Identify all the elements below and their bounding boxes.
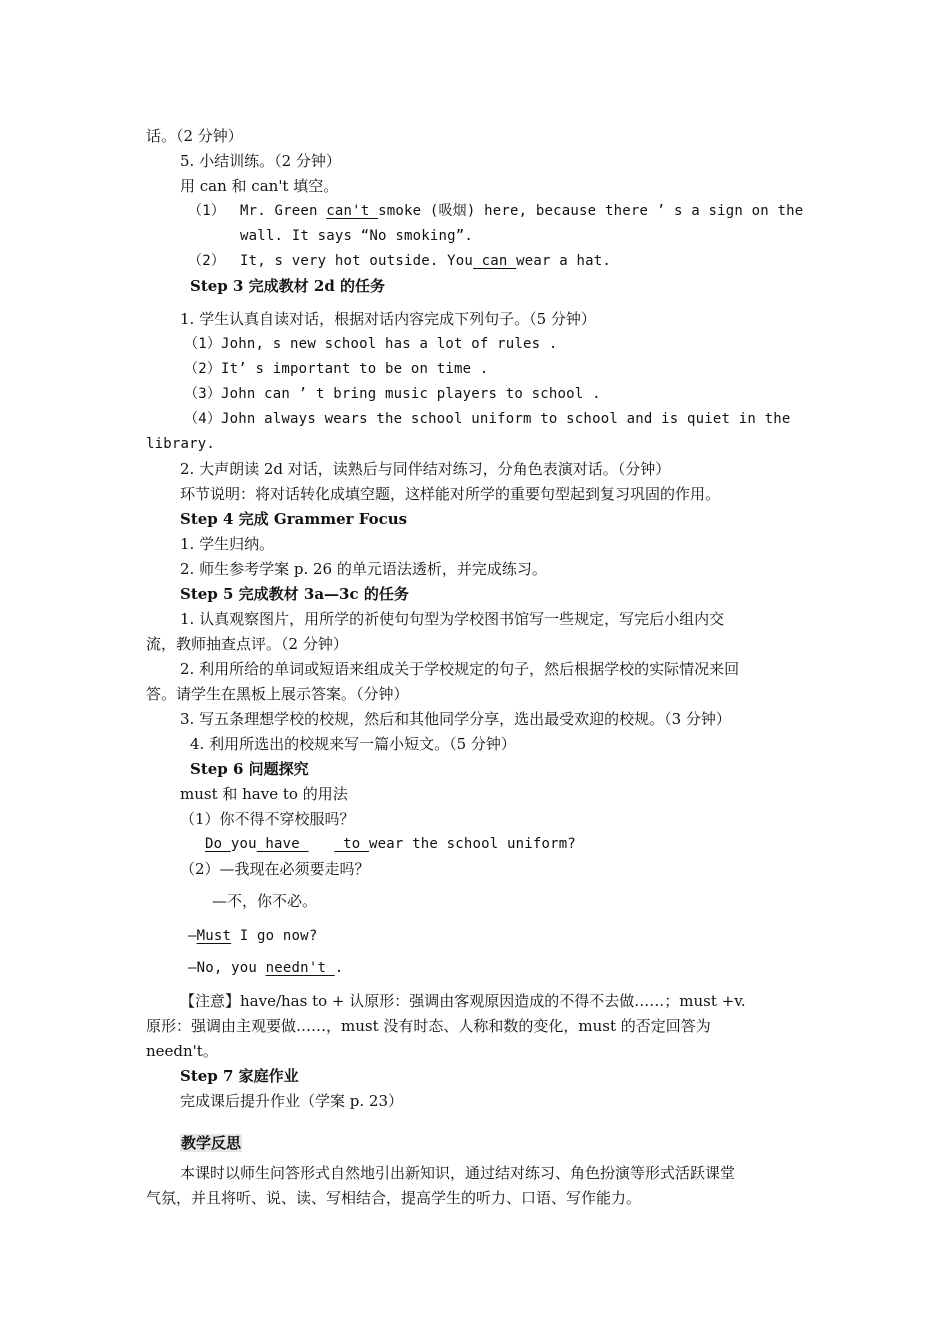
exercise-number: （1） <box>188 203 226 219</box>
note-line: 【注意】have/has to + 认原形：强调由客观原因造成的不得不去做……；must +v. <box>180 992 746 1010</box>
text-fragment: It, s very hot outside. You <box>240 253 473 269</box>
note-line: needn't。 <box>146 1042 218 1060</box>
section-title <box>180 1133 242 1153</box>
text-line: 1. 学生认真自读对话，根据对话内容完成下列句子。（5 分钟） <box>180 310 596 328</box>
answer-blank: can <box>472 253 517 269</box>
text-fragment: wear a hat. <box>516 253 612 269</box>
answer-sentence <box>188 958 343 978</box>
text-line: （1）John, s new school has a lot of rules . <box>184 336 558 352</box>
text-line: 流，教师抽查点评。（2 分钟） <box>146 635 348 653</box>
answer-blank: have <box>256 836 309 852</box>
text-fragment <box>309 836 335 852</box>
text-line: 1. 学生归纳。 <box>180 535 275 553</box>
text-line: 1. 认真观察图片，用所学的祈使句句型为学校图书馆写一些规定，写完后小组内交 <box>180 610 725 628</box>
answer-sentence <box>205 834 576 854</box>
text-line: must 和 have to 的用法 <box>180 785 348 803</box>
exercise-sentence <box>240 251 611 271</box>
text-line: 2. 师生参考学案 p. 26 的单元语法透析，并完成练习。 <box>180 560 547 578</box>
text-line: 气氛，并且将听、说、读、写相结合，提高学生的听力、口语、写作能力。 <box>146 1189 642 1207</box>
step-heading: Step 7 家庭作业 <box>180 1067 299 1085</box>
text-line: 环节说明：将对话转化成填空题，这样能对所学的重要句型起到复习巩固的作用。 <box>180 485 721 503</box>
text-fragment: Mr. Green <box>240 203 327 219</box>
text-line: 4. 利用所选出的校规来写一篇小短文。（5 分钟） <box>190 735 516 753</box>
answer-sentence <box>188 926 317 946</box>
exercise-number: （2） <box>188 253 226 269</box>
text-fragment: smoke (吸烟) here, because there ’ s a sign on the <box>378 203 804 219</box>
text-line: 3. 写五条理想学校的校规，然后和其他同学分享，选出最受欢迎的校规。（3 分钟） <box>180 710 731 728</box>
text-fragment: —No, you <box>188 960 266 976</box>
step-heading: Step 5 完成教材 3a—3c 的任务 <box>180 585 409 603</box>
text-fragment: . <box>334 960 344 976</box>
text-fragment: wear the school uniform? <box>368 836 577 852</box>
text-line: （4）John always wears the school uniform to school and is quiet in the <box>184 411 791 427</box>
section-title-text: 教学反思 <box>181 1134 242 1152</box>
text-line: 用 can 和 can't 填空。 <box>180 177 339 195</box>
note-line: 原形：强调由主观要做……，must 没有时态、人称和数的变化，must 的否定回答为 <box>146 1017 711 1035</box>
text-line: —不，你不必。 <box>212 892 318 910</box>
text-line: （1）你不得不穿校服吗？ <box>180 810 355 828</box>
text-line: 5. 小结训练。（2 分钟） <box>180 152 341 170</box>
text-line: 话。（2 分钟） <box>146 127 243 145</box>
exercise-sentence <box>240 201 803 221</box>
text-fragment: I go now? <box>231 928 318 944</box>
exercise-sentence: wall. It says “No smoking”. <box>240 228 473 244</box>
text-line: library. <box>146 436 216 452</box>
text-line: （2）—我现在必须要走吗？ <box>180 860 370 878</box>
text-line: 完成课后提升作业（学案 p. 23） <box>180 1092 403 1110</box>
text-line: 2. 利用所给的单词或短语来组成关于学校规定的句子，然后根据学校的实际情况来回 <box>180 660 740 678</box>
answer-blank: Do <box>205 836 231 852</box>
answer-blank: Must <box>196 928 232 944</box>
text-line: 答。请学生在黑板上展示答案。（分钟） <box>146 685 409 703</box>
step-heading: Step 6 问题探究 <box>190 760 309 778</box>
step-heading: Step 4 完成 Grammer Focus <box>180 510 408 528</box>
answer-blank: can't <box>326 203 379 219</box>
answer-blank: needn't <box>265 960 335 976</box>
text-fragment: you <box>230 836 257 852</box>
text-line: 本课时以师生问答形式自然地引出新知识，通过结对练习、角色扮演等形式活跃课堂 <box>180 1164 736 1182</box>
text-fragment: — <box>188 928 197 944</box>
answer-blank: to <box>334 836 369 852</box>
text-line: （2）It’ s important to be on time . <box>184 361 489 377</box>
step-heading: Step 3 完成教材 2d 的任务 <box>190 277 386 295</box>
text-line: （3）John can ’ t bring music players to school . <box>184 386 601 402</box>
text-line: 2. 大声朗读 2d 对话，读熟后与同伴结对练习，分角色表演对话。（分钟） <box>180 460 671 478</box>
